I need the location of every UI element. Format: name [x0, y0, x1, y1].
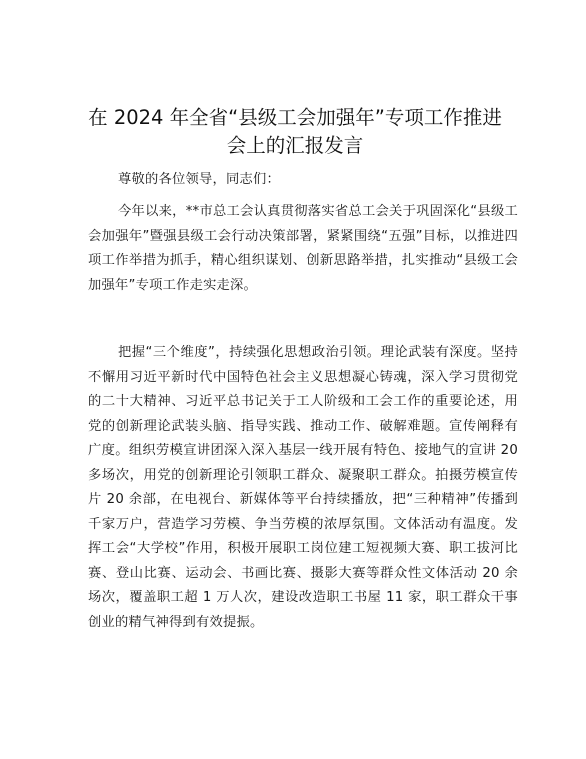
salutation: 尊敬的各位领导，同志们：	[118, 172, 280, 187]
document-title: 在 2024 年全省“县级工会加强年”专项工作推进会上的汇报发言	[88, 106, 502, 157]
paragraph-intro: 今年以来，**市总工会认真贯彻落实省总工会关于巩固深化“县级工会加强年”暨强县级工会行动决策部署，紧紧围绕“五强”目标，以推进四项工作举措为抓手，精心组织谋划、创新思路举措，扎实推动“县级工会加强年”专项工作走实走深。	[88, 204, 518, 293]
paragraph-political-guidance: 把握“三个维度”，持续强化思想政治引领。理论武装有深度。坚持不懈用习近平新时代中国特色社会主义思想凝心铸魂，深入学习贯彻党的二十大精神、习近平总书记关于工人阶级和工会工作的重要论述，用党的创新理论武装头脑、指导实践、推动工作、破解难题。宣传阐释有广度。组织劳模宣讲团深入深入基层一线开展有特色、接地气的宣讲 20 多场次，用党的创新理论引领职工群众、凝聚职工群众。拍摄劳模宣传片 20 余部，在电视台、新媒体等平台持续播放，把“三种精神”传播到千家万户，营造学习劳模、争当劳模的浓厚氛围。文体活动有温度。发挥工会“大学校”作用，积极开展职工岗位建工短视频大赛、职工拔河比赛、登山比赛、运动会、书画比赛、摄影大赛等群众性文体活动 20 余场次，覆盖职工超 1 万人次，建设改造职工书屋 11 家，职工群众干事创业的精气神得到有效提振。	[88, 345, 518, 630]
